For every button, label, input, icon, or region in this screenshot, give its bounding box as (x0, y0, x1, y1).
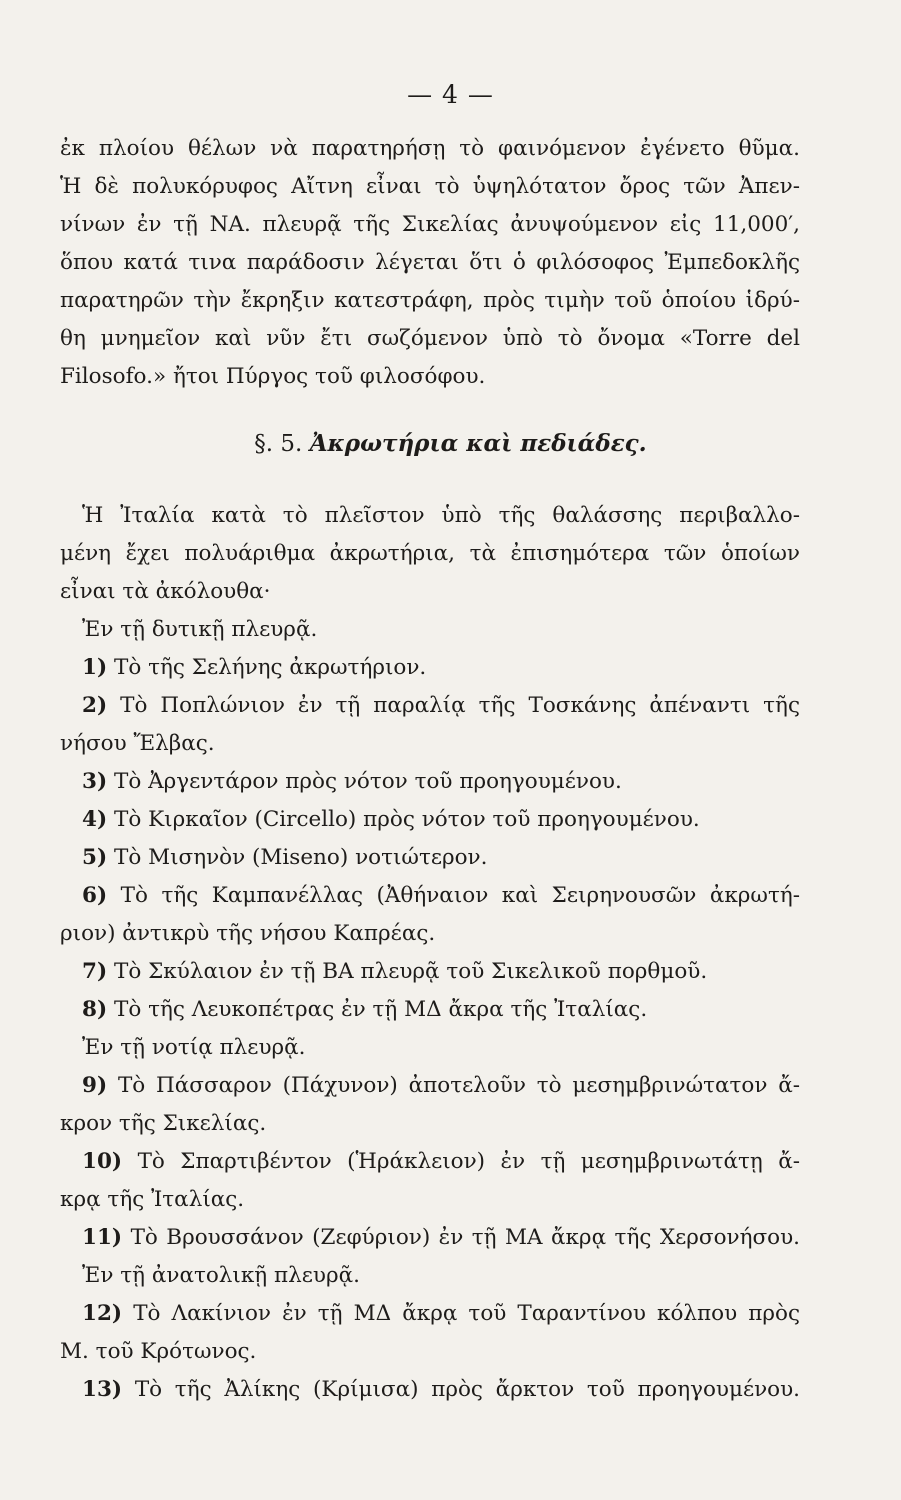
text-line: Ἡ δὲ πολυκόρυφος Αἴτνη εἶναι τὸ ὑψηλότατον ὄρος τῶν Ἀπεν- (60, 174, 800, 199)
paragraph-etna (60, 130, 800, 396)
item-text: νήσου Ἔλβας. (60, 731, 215, 756)
text-line (60, 1105, 800, 1143)
list-item (60, 687, 800, 725)
item-text: Τὸ Κιρκαῖον (Circello) πρὸς νότον τοῦ προηγουμένου. (113, 807, 700, 832)
list-item (60, 991, 800, 1029)
page-number: — 4 — (407, 80, 494, 109)
text-line: Filosofo.» ἤτοι Πύργος τοῦ φιλοσόφου. (60, 364, 486, 389)
item-number: 1) (82, 655, 108, 680)
item-text: Τὸ Λακίνιον ἐν τῇ ΜΔ ἄκρᾳ τοῦ Ταραντίνου κόλπου πρὸς (133, 1301, 800, 1326)
item-number: 9) (82, 1073, 108, 1098)
item-number: 6) (82, 883, 108, 908)
item-text: Τὸ Πάσσαρον (Πάχυνον) ἀποτελοῦν τὸ μεσημβρινώτατον ἄ- (117, 1073, 800, 1098)
paragraph-intro (60, 497, 800, 611)
text-line: ἐκ πλοίου θέλων νὰ παρατηρήσῃ τὸ φαινόμενον ἐγένετο θῦμα. (60, 136, 800, 161)
item-number: 4) (82, 807, 108, 832)
item-number: 5) (82, 845, 108, 870)
item-text: Μ. τοῦ Κρότωνος. (60, 1339, 257, 1364)
item-number: 13) (82, 1377, 123, 1402)
text-line (60, 1257, 800, 1295)
text-line: ὅπου κατά τινα παράδοσιν λέγεται ὅτι ὁ φιλόσοφος Ἐμπεδοκλῆς (60, 250, 800, 275)
section-title: Ἀκρωτήρια καὶ πεδιάδες. (309, 430, 647, 457)
text-line (60, 1181, 800, 1219)
list-item (60, 1143, 800, 1181)
item-text: Τὸ τῆς Σελήνης ἀκρωτήριον. (113, 655, 427, 680)
list-item (60, 953, 800, 991)
list-item (60, 1295, 800, 1333)
list-item (60, 1067, 800, 1105)
list-item (60, 763, 800, 801)
item-text: Ἐν τῇ δυτικῇ πλευρᾷ. (82, 617, 318, 642)
item-text: Τὸ τῆς Καμπανέλλας (Ἀθήναιον καὶ Σειρηνουσῶν ἀκρωτή- (120, 883, 800, 908)
item-text: Ἐν τῇ ἀνατολικῇ πλευρᾷ. (82, 1263, 360, 1288)
item-number: 11) (82, 1225, 123, 1250)
text-line: νίνων ἐν τῇ ΝΑ. πλευρᾷ τῆς Σικελίας ἀνυψούμενον εἰς 11,000′, (60, 212, 800, 237)
text-line: μένη ἔχει πολυάριθμα ἀκρωτήρια, τὰ ἐπισημότερα τῶν ὁποίων (60, 541, 800, 566)
capes-list (60, 611, 800, 1409)
item-text: Ἐν τῇ νοτίᾳ πλευρᾷ. (82, 1035, 306, 1060)
item-text: Τὸ Σπαρτιβέντον (Ἡράκλειον) ἐν τῇ μεσημβρινωτάτῃ ἄ- (137, 1149, 800, 1174)
item-number: 7) (82, 959, 108, 984)
list-item (60, 1371, 800, 1409)
text-line (60, 725, 800, 763)
item-text: Τὸ Σκύλαιον ἐν τῇ ΒΑ πλευρᾷ τοῦ Σικελικοῦ πορθμοῦ. (113, 959, 708, 984)
item-text: Τὸ τῆς Ἀλίκης (Κρίμισα) πρὸς ἄρκτον τοῦ προηγουμένου. (134, 1377, 800, 1402)
item-text: κρον τῆς Σικελίας. (60, 1111, 267, 1136)
item-number: 8) (82, 997, 108, 1022)
text-line: παρατηρῶν τὴν ἔκρηξιν κατεστράφη, πρὸς τιμὴν τοῦ ὁποίου ἱδρύ- (60, 288, 800, 313)
section-number: §. 5. (254, 431, 303, 457)
section-heading (0, 425, 901, 463)
item-number: 10) (82, 1149, 123, 1174)
list-item (60, 839, 800, 877)
text-line (60, 1333, 800, 1371)
item-text: Τὸ τῆς Λευκοπέτρας ἐν τῇ ΜΔ ἄκρα τῆς Ἰταλίας. (113, 997, 648, 1022)
item-text: ριον) ἀντικρὺ τῆς νήσου Καπρέας. (60, 921, 436, 946)
item-text: κρᾳ τῆς Ἰταλίας. (60, 1187, 245, 1212)
text-line: Ἡ Ἰταλία κατὰ τὸ πλεῖστον ὑπὸ τῆς θαλάσσης περιβαλλο- (82, 503, 800, 528)
list-item (60, 1219, 800, 1257)
text-line (60, 915, 800, 953)
list-item (60, 877, 800, 915)
text-line (60, 1029, 800, 1067)
text-line: θη μνημεῖον καὶ νῦν ἔτι σωζόμενον ὑπὸ τὸ ὄνομα «Torre del (60, 326, 800, 351)
item-text: Τὸ Μισηνὸν (Miseno) νοτιώτερον. (113, 845, 488, 870)
text-line (60, 611, 800, 649)
item-text: Τὸ Βρουσσάνον (Ζεφύριον) ἐν τῇ ΜΑ ἄκρᾳ τῆς Χερσονήσου. (130, 1225, 800, 1250)
item-text: Τὸ Ἀργεντάρον πρὸς νότον τοῦ προηγουμένου. (113, 769, 622, 794)
list-item (60, 801, 800, 839)
list-item (60, 649, 800, 687)
item-number: 12) (82, 1301, 123, 1326)
text-line: εἶναι τὰ ἀκόλουθα· (60, 579, 271, 604)
item-number: 3) (82, 769, 108, 794)
item-number: 2) (82, 693, 108, 718)
item-text: Τὸ Ποπλώνιον ἐν τῇ παραλίᾳ τῆς Τοσκάνης ἀπέναντι τῆς (120, 693, 800, 718)
